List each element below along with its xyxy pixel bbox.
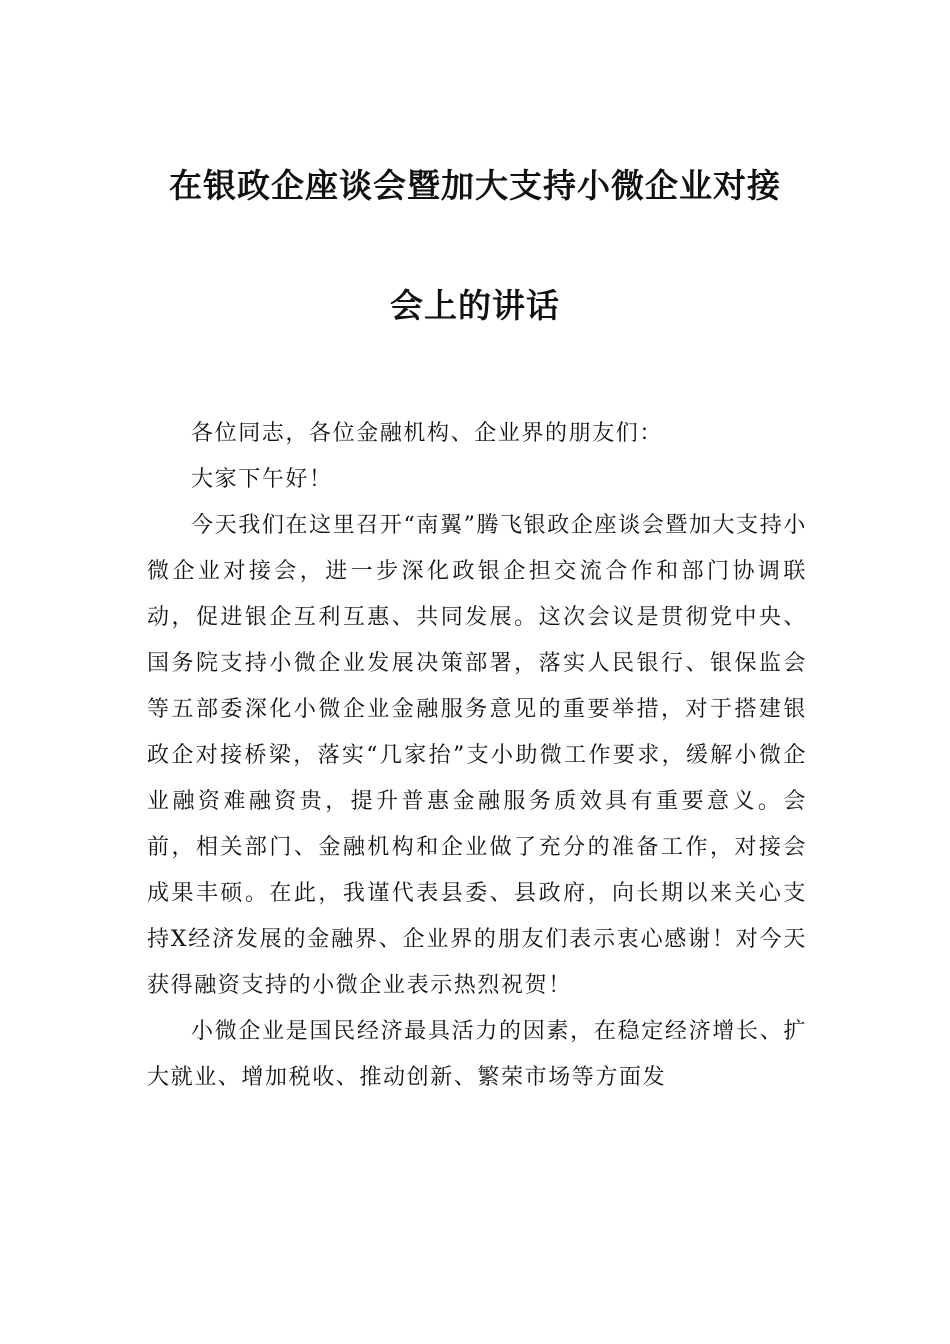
document-title-line-1: 在银政企座谈会暨加大支持小微企业对接 <box>169 166 781 205</box>
document-title-line-2: 会上的讲话 <box>390 286 560 325</box>
salutation-paragraph: 各位同志，各位金融机构、企业界的朋友们： <box>191 421 664 446</box>
document-body <box>147 411 807 1101</box>
body-paragraph: 小微企业是国民经济最具活力的因素，在稳定经济增长、扩大就业、增加税收、推动创新、繁荣市场等方面发 <box>147 1019 807 1090</box>
body-paragraph: 今天我们在这里召开“南翼”腾飞银政企座谈会暨加大支持小微企业对接会，进一步深化政银企担交流合作和部门协调联动，促进银企互利互惠、共同发展。这次会议是贯彻党中央、国务院支持小微企业发展决策部署，落实人民银行、银保监会等五部委深化小微企业金融服务意见的重要举措，对于搭建银政企对接桥梁，落实“几家抬”支小助微工作要求，缓解小微企业融资难融资贵，提升普惠金融服务质效具有重要意义。会前，相关部门、金融机构和企业做了充分的准备工作，对接会成果丰硕。在此，我谨代表县委、县政府，向长期以来关心支持X经济发展的金融界、企业界的朋友们表示衷心感谢！对今天获得融资支持的小微企业表示热烈祝贺！ <box>147 513 807 998</box>
greeting-paragraph: 大家下午好！ <box>191 467 333 492</box>
